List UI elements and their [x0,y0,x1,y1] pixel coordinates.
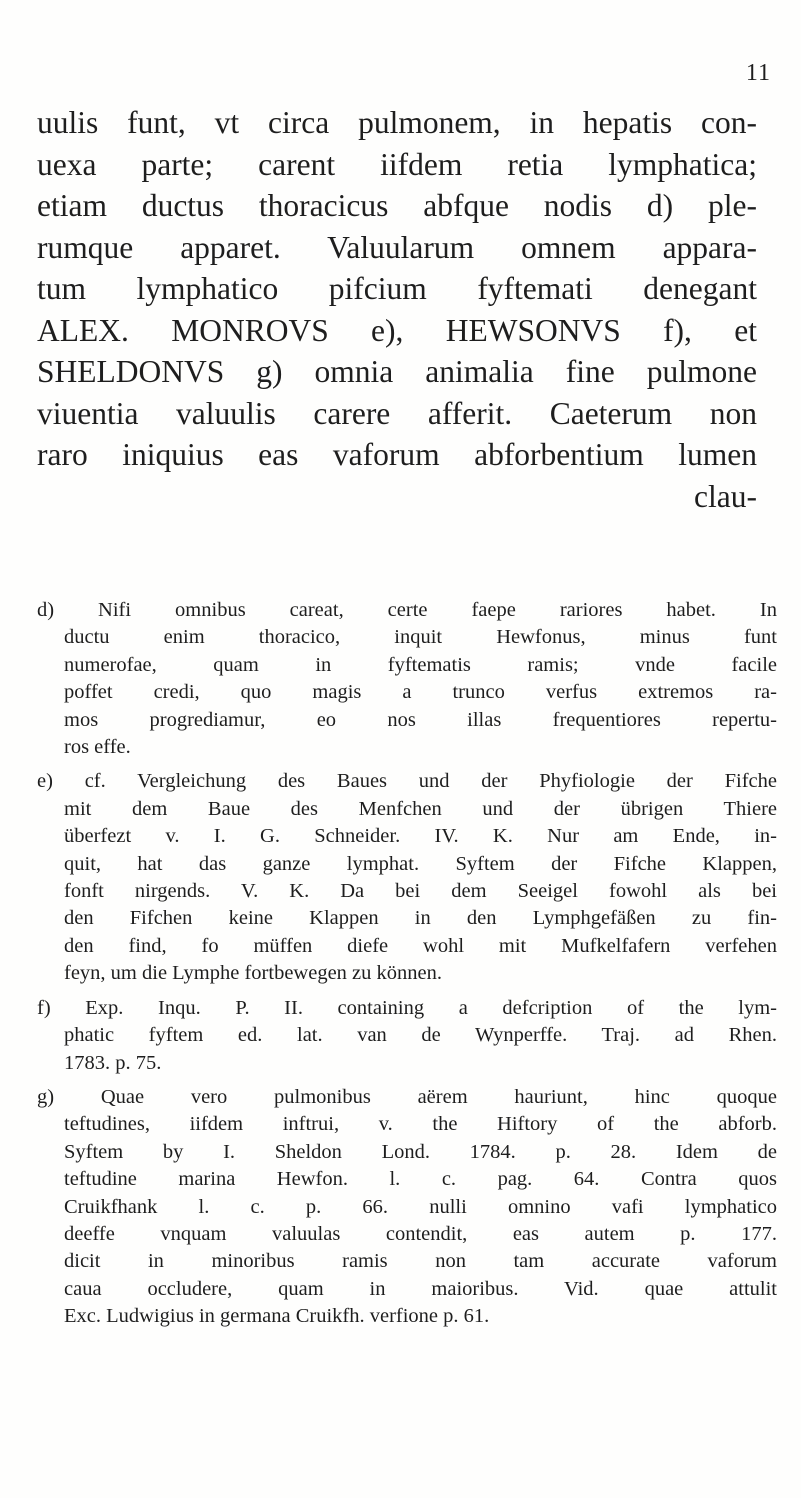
footnote-line: fonft nirgends. V. K. Da bei dem Seeigel fowohl als bei [64,880,777,903]
footnote-d [37,597,777,761]
footnote-e [37,768,777,987]
main-text-line: SHELDONVS g) omnia animalia fine pulmone [37,354,757,389]
footnote-line: phatic fyftem ed. lat. van de Wynperffe. Traj. ad Rhen. [64,1024,777,1047]
main-text-line: rumque apparet. Valuularum omnem appara- [37,229,757,265]
footnote-line: ductu enim thoracico, inquit Hewfonus, minus funt [64,626,777,649]
footnote-line: Syftem by I. Sheldon Lond. 1784. p. 28. Idem de [64,1140,777,1163]
footnote-f [37,995,777,1077]
footnote-line: caua occludere, quam in maioribus. Vid. quae attulit [64,1277,777,1300]
main-text-line: uexa parte; carent iifdem retia lymphatica; [37,146,757,182]
page-number: 11 [745,60,771,86]
main-text-line: viuentia valuulis carere afferit. Caeterum non [37,395,757,431]
footnote-line: 1783. p. 75. [64,1051,162,1074]
footnote-line: den find, fo müffen diefe wohl mit Mufkelfafern verfehen [64,934,777,957]
footnote-line: poffet credi, quo magis a trunco verfus extremos ra- [64,681,777,704]
footnote-line: e) cf. Vergleichung des Baues und der Phyfiologie der Fifche [37,770,777,793]
footnote-line: teftudine marina Hewfon. l. c. pag. 64. Contra quos [64,1168,777,1191]
footnote-line: mit dem Baue des Menfchen und der übrigen Thiere [64,797,777,820]
footnote-line: d) Nifi omnibus careat, certe faepe rariores habet. In [37,599,777,621]
main-text-line: raro iniquius eas vaforum abforbentium lumen [37,437,757,472]
main-text-line: uulis funt, vt circa pulmonem, in hepatis con- [37,105,757,140]
footnote-line: überfezt v. I. G. Schneider. IV. K. Nur am Ende, in- [64,825,777,848]
footnote-line: deeffe vnquam valuulas contendit, eas autem p. 177. [64,1222,777,1245]
main-text-line: etiam ductus thoracicus abfque nodis d) ple- [37,188,757,223]
footnote-line: feyn, um die Lymphe fortbewegen zu können. [64,962,442,985]
footnote-line: Exc. Ludwigius in germana Cruikfh. verfione p. 61. [64,1305,490,1328]
footnote-line: numerofae, quam in fyftematis ramis; vnde facile [64,653,777,676]
main-text-line: tum lymphatico pifcium fyftemati denegant [37,271,757,306]
footnote-g [37,1084,777,1331]
main-text-line: ALEX. MONROVS e), HEWSONVS f), et [37,312,757,348]
footnote-line: Cruikfhank l. c. p. 66. nulli omnino vafi lymphatico [64,1195,777,1218]
catchword: clau- [694,478,757,514]
footnote-line: quit, hat das ganze lymphat. Syftem der Fifche Klappen, [64,852,777,875]
main-text-block [37,102,757,517]
footnotes-block [37,597,777,1338]
footnote-line: mos progrediamur, eo nos illas frequentiores repertu- [64,708,777,731]
footnote-line: g) Quae vero pulmonibus aërem hauriunt, hinc quoque [37,1085,777,1108]
footnote-line: teftudines, iifdem inftrui, v. the Hiftory of the abforb. [64,1113,777,1136]
footnote-line: dicit in minoribus ramis non tam accurate vaforum [64,1250,777,1273]
footnote-line: ros effe. [64,736,131,759]
footnote-line: f) Exp. Inqu. P. II. containing a defcription of the lym- [37,996,777,1019]
footnote-line: den Fifchen keine Klappen in den Lymphgefäßen zu fin- [64,907,777,930]
